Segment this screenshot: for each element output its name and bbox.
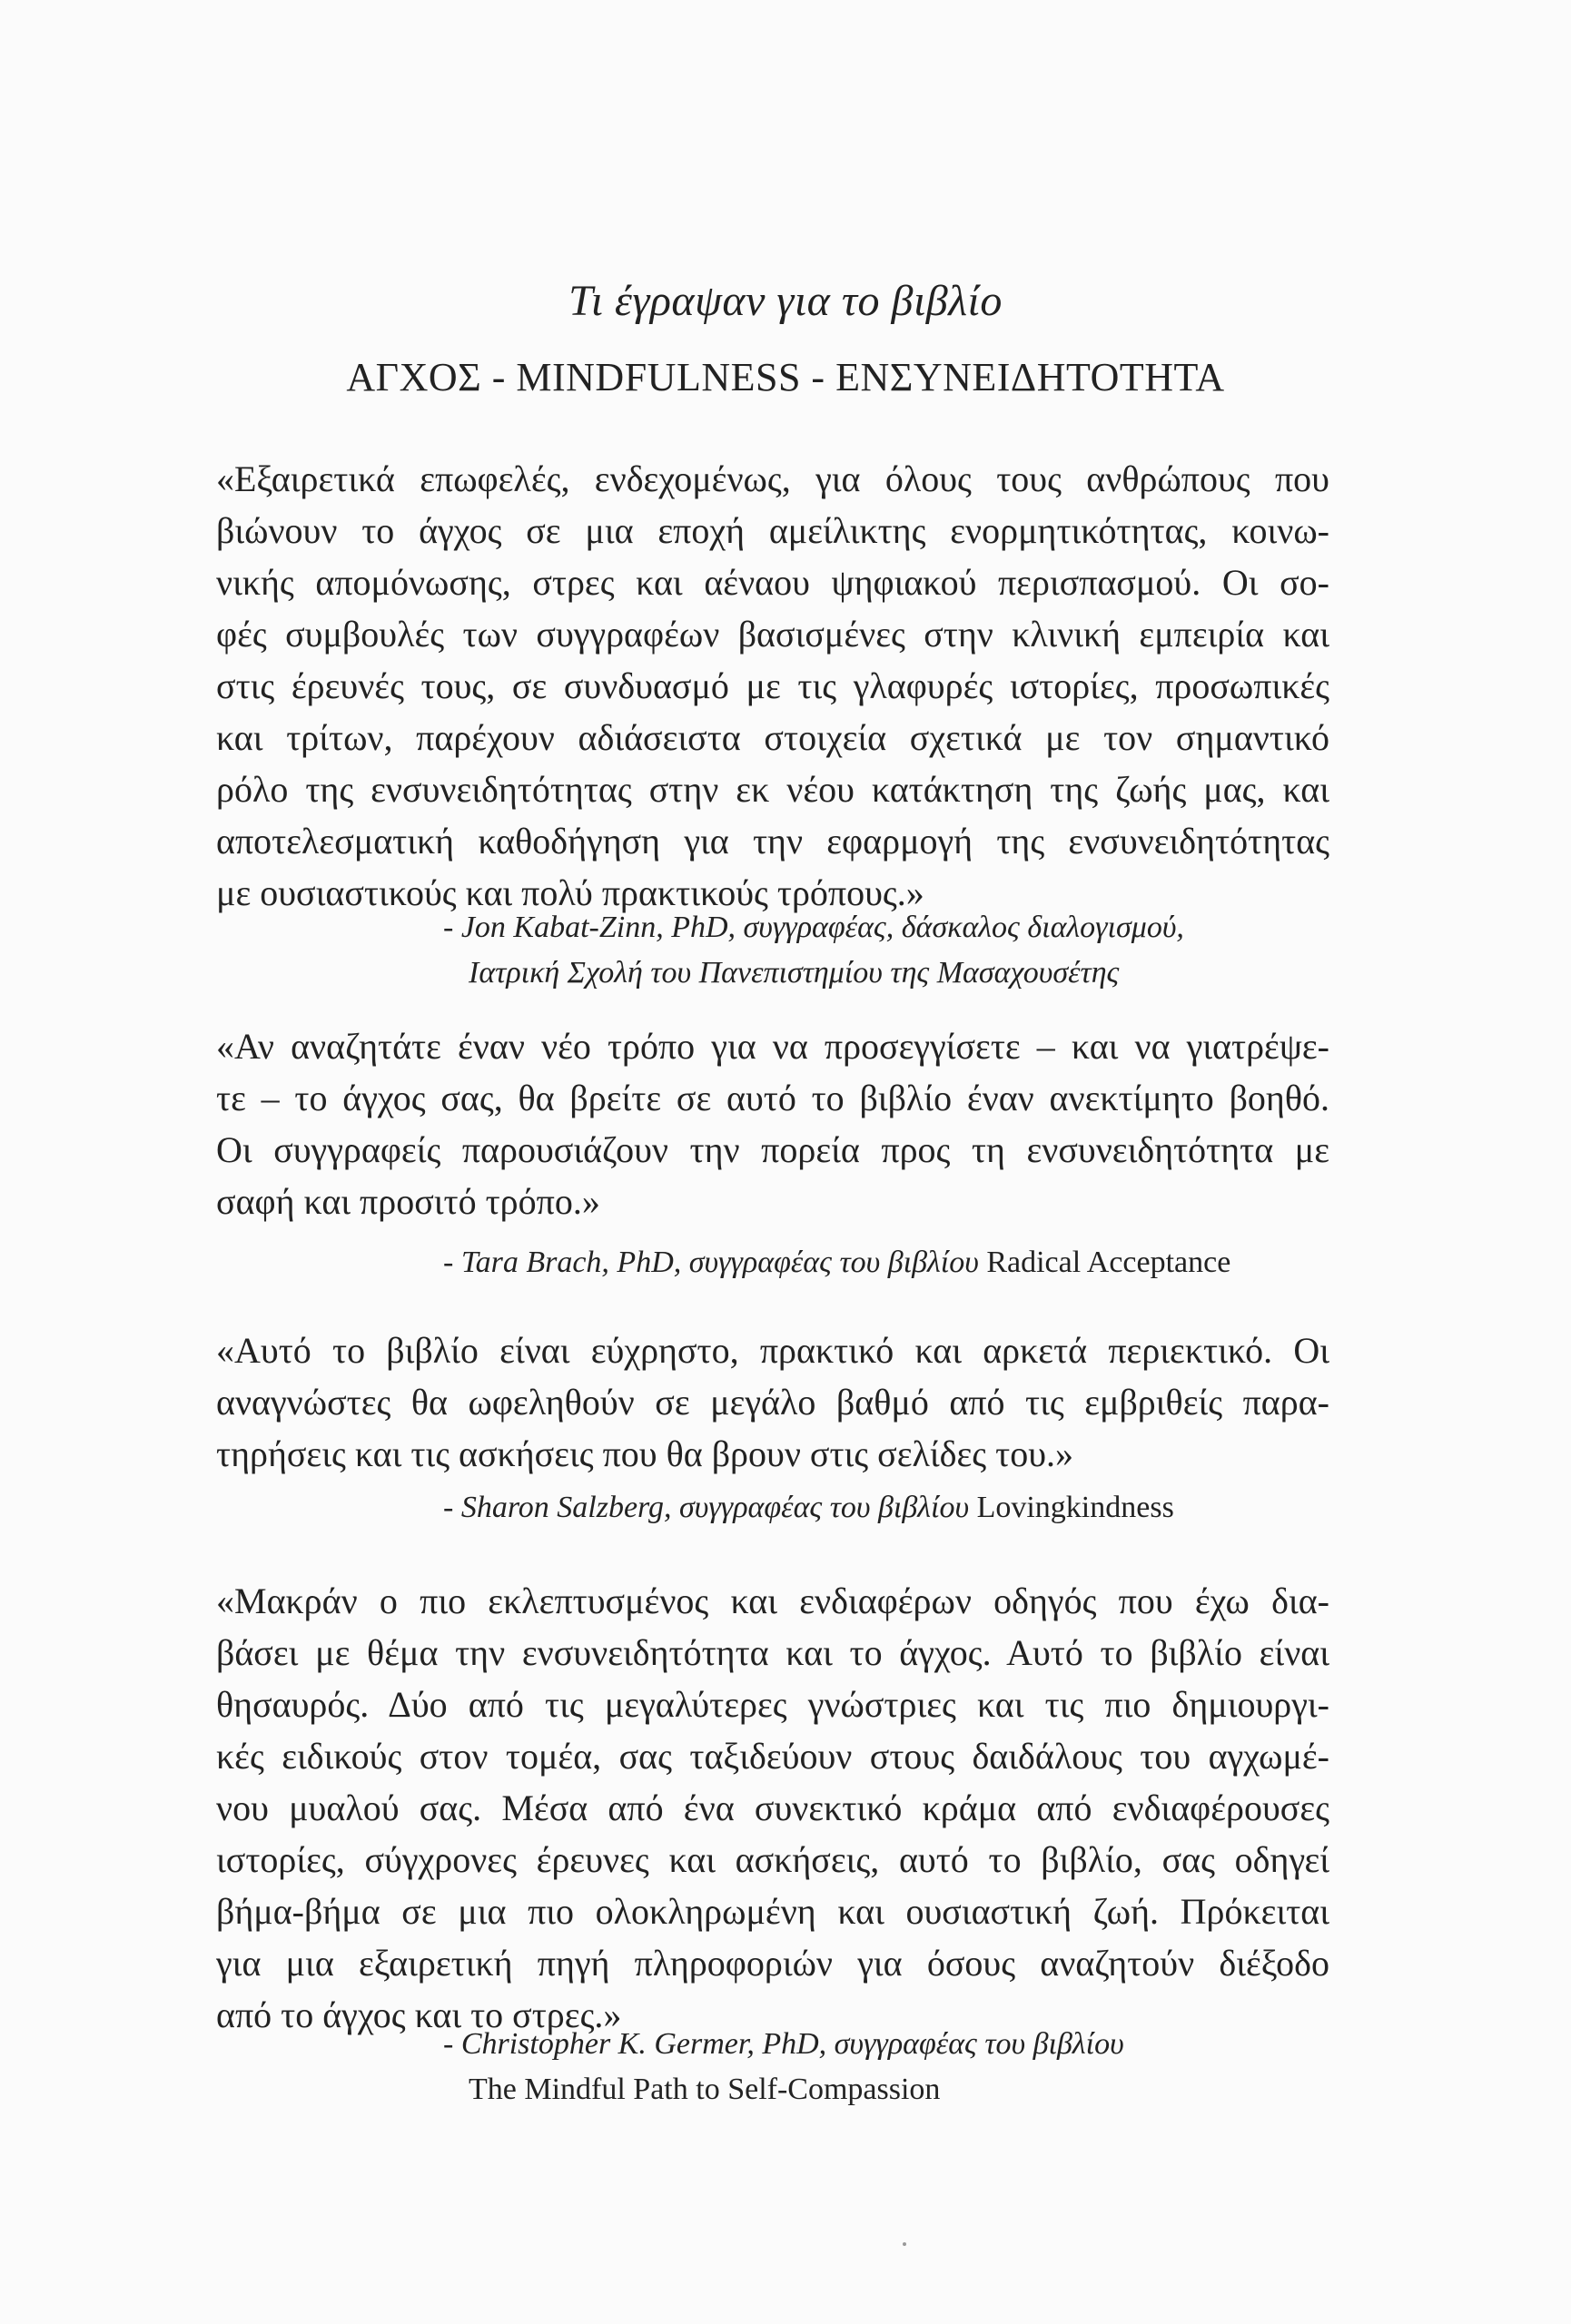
attribution-book: The Mindful Path to Self-Compassion bbox=[469, 2073, 941, 2106]
testimonial-quote-2 bbox=[216, 1020, 1329, 1227]
quote-line: «Αυτό το βιβλίο είναι εύχρηστο, πρακτικό και αρκετά περιεκτικό. Οι bbox=[216, 1330, 1329, 1371]
testimonial-quote-4 bbox=[216, 1575, 1329, 2041]
quote-line: και τρίτων, παρέχουν αδιάσειστα στοιχεία σχετικά με τον σημαντικό bbox=[216, 717, 1329, 758]
quote-line: σαφή και προσιτό τρόπο.» bbox=[216, 1181, 600, 1222]
quote-line: φές συμβουλές των συγγραφέων βασισμένες στην κλινική εμπειρία και bbox=[216, 614, 1329, 655]
quote-line: θησαυρός. Δύο από τις μεγαλύτερες γνώστριες και τις πιο δημιουργι- bbox=[216, 1684, 1329, 1725]
quote-line: τε – το άγχος σας, θα βρείτε σε αυτό το βιβλίο έναν ανεκτίμητο βοηθό. bbox=[216, 1078, 1329, 1118]
testimonial-attribution-3 bbox=[443, 1485, 1174, 1531]
quote-line: αναγνώστες θα ωφεληθούν σε μεγάλο βαθμό από τις εμβριθείς παρα- bbox=[216, 1382, 1329, 1423]
book-title: ΑΓΧΟΣ - MINDFULNESS - ΕΝΣΥΝΕΙΔΗΤΟΤΗΤΑ bbox=[346, 355, 1225, 399]
quote-line: «Εξαιρετικά επωφελές, ενδεχομένως, για όλους τους ανθρώπους που bbox=[216, 458, 1329, 499]
attribution-book: Radical Acceptance bbox=[986, 1246, 1231, 1279]
attribution-author: - Tara Brach, PhD, συγγραφέας του βιβλίου bbox=[443, 1246, 979, 1279]
attribution-affiliation: Ιατρική Σχολή του Πανεπιστημίου της Μασαχουσέτης bbox=[469, 956, 1120, 990]
quote-line: ιστορίες, σύγχρονες έρευνες και ασκήσεις, αυτό το βιβλίο, σας οδηγεί bbox=[216, 1839, 1329, 1880]
testimonial-book-4 bbox=[469, 2067, 940, 2112]
quote-line: βιώνουν το άγχος σε μια εποχή αμείλικτης ενορμητικότητας, κοινω- bbox=[216, 510, 1329, 551]
quote-line: «Μακράν ο πιο εκλεπτυσμένος και ενδιαφέρων οδηγός που έχω δια- bbox=[216, 1581, 1329, 1621]
quote-line: Οι συγγραφείς παρουσιάζουν την πορεία προς τη ενσυνειδητότητα με bbox=[216, 1129, 1329, 1170]
testimonial-quote-1 bbox=[216, 453, 1329, 919]
attribution-book: Lovingkindness bbox=[976, 1491, 1174, 1524]
attribution-author: - Jon Kabat-Zinn, PhD, συγγραφέας, δάσκαλος διαλογισμού, bbox=[443, 911, 1184, 944]
quote-line: βήμα-βήμα σε μια πιο ολοκληρωμένη και ουσιαστική ζωή. Πρόκειται bbox=[216, 1891, 1329, 1932]
testimonial-attribution-4 bbox=[443, 2022, 1124, 2067]
testimonial-attribution-2 bbox=[443, 1240, 1230, 1285]
paper-speck bbox=[903, 2242, 906, 2246]
quote-line: νου μυαλού σας. Μέσα από ένα συνεκτικό κράμα από ενδιαφέρουσες bbox=[216, 1787, 1329, 1828]
quote-line: τηρήσεις και τις ασκήσεις που θα βρουν στις σελίδες του.» bbox=[216, 1433, 1074, 1474]
testimonial-affiliation-1 bbox=[469, 950, 1119, 996]
attribution-author: - Christopher K. Germer, PhD, συγγραφέας του βιβλίου bbox=[443, 2027, 1124, 2061]
quote-line: αποτελεσματική καθοδήγηση για την εφαρμογή της ενσυνειδητότητας bbox=[216, 821, 1329, 862]
testimonial-attribution-1 bbox=[443, 905, 1184, 950]
quote-line: «Αν αναζητάτε έναν νέο τρόπο για να προσεγγίσετε – και να γιατρέψε- bbox=[216, 1026, 1329, 1067]
page-heading: Τι έγραψαν για το βιβλίο bbox=[568, 277, 1003, 325]
quote-line: νικής απομόνωσης, στρες και αέναου ψηφιακού περισπασμού. Οι σο- bbox=[216, 562, 1329, 603]
attribution-author: - Sharon Salzberg, συγγραφέας του βιβλίου bbox=[443, 1491, 970, 1524]
quote-line: με ουσιαστικούς και πολύ πρακτικούς τρόπους.» bbox=[216, 872, 924, 913]
quote-line: κές ειδικούς στον τομέα, σας ταξιδεύουν στους δαιδάλους του αγχωμέ- bbox=[216, 1736, 1329, 1777]
testimonial-quote-3 bbox=[216, 1324, 1329, 1480]
quote-line: ρόλο της ενσυνειδητότητας στην εκ νέου κατάκτηση της ζωής μας, και bbox=[216, 769, 1329, 810]
quote-line: βάσει με θέμα την ενσυνειδητότητα και το άγχος. Αυτό το βιβλίο είναι bbox=[216, 1632, 1329, 1673]
quote-line: στις έρευνές τους, σε συνδυασμό με τις γλαφυρές ιστορίες, προσωπικές bbox=[216, 665, 1329, 706]
quote-line: από το άγχος και το στρες.» bbox=[216, 1994, 622, 2035]
quote-line: για μια εξαιρετική πηγή πληροφοριών για όσους αναζητούν διέξοδο bbox=[216, 1943, 1329, 1984]
